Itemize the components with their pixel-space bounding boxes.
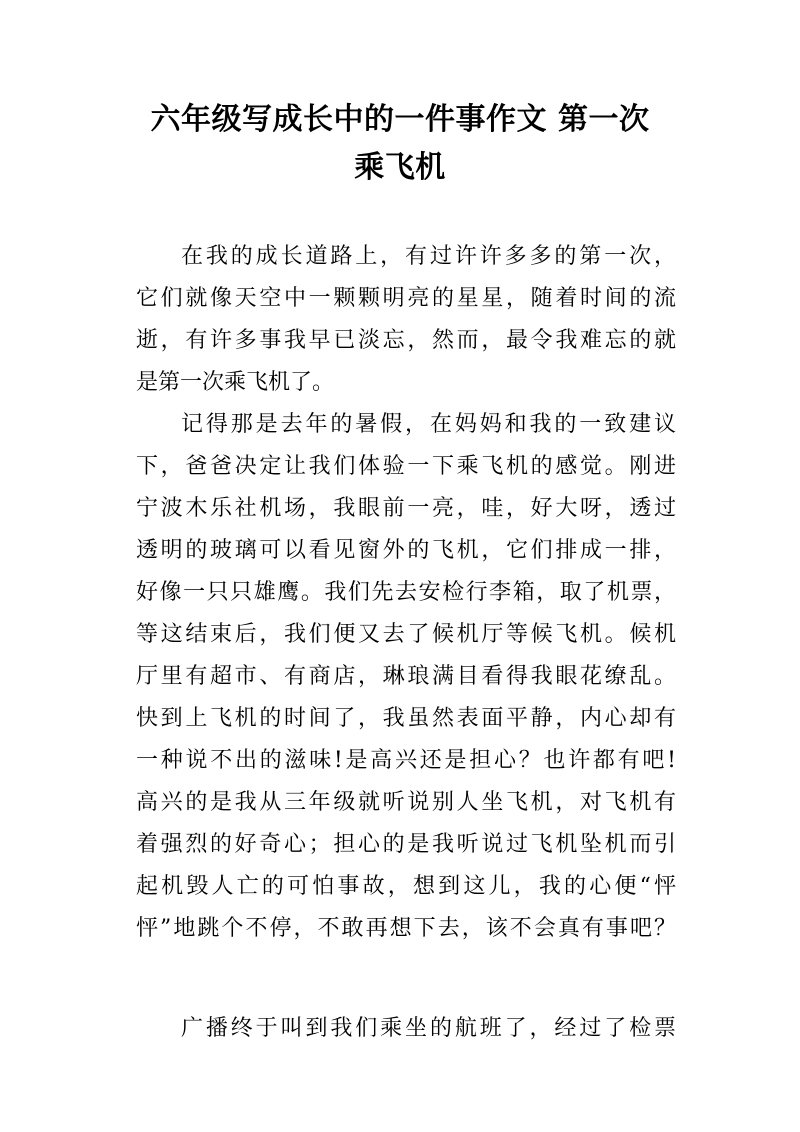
text-line: 一种说不出的滋味!是高兴还是担心？也许都有吧! (136, 748, 676, 773)
text-line: 怦”地跳个不停，不敢再想下去，该不会真有事吧？ (136, 916, 676, 941)
text-line: 快到上飞机的时间了，我虽然表面平静，内心却有 (136, 706, 676, 731)
title-line: 乘飞机 (354, 150, 446, 185)
text-line: 它们就像天空中一颗颗明亮的星星，随着时间的流 (136, 286, 676, 311)
text-line: 高兴的是我从三年级就听说别人坐飞机，对飞机有 (136, 790, 676, 815)
text-line: 好像一只只雄鹰。我们先去安检行李箱，取了机票， (136, 580, 676, 605)
paragraph-gap (136, 950, 676, 1008)
paragraph-3 (136, 1008, 676, 1050)
text-line: 宁波木乐社机场，我眼前一亮，哇，好大呀，透过 (136, 496, 676, 521)
text-line: 厅里有超市、有商店，琳琅满目看得我眼花缭乱。 (136, 664, 676, 689)
text-line: 是第一次乘飞机了。 (136, 370, 335, 395)
text-line: 广播终于叫到我们乘坐的航班了，经过了检票 (181, 1016, 676, 1041)
text-line: 起机毁人亡的可怕事故，想到这儿，我的心便“怦 (136, 874, 676, 899)
paragraph-2 (136, 404, 676, 950)
article-body (136, 236, 676, 1050)
text-line: 逝，有许多事我早已淡忘，然而，最令我难忘的就 (136, 328, 676, 353)
text-line: 记得那是去年的暑假，在妈妈和我的一致建议 (181, 412, 676, 437)
text-line: 着强烈的好奇心；担心的是我听说过飞机坠机而引 (136, 832, 676, 857)
title-line: 六年级写成长中的一件事作文 第一次 (150, 102, 650, 137)
text-line: 下，爸爸决定让我们体验一下乘飞机的感觉。刚进 (136, 454, 676, 479)
text-line: 在我的成长道路上，有过许许多多的第一次， (181, 244, 676, 269)
paragraph-1 (136, 236, 676, 404)
text-line: 等这结束后，我们便又去了候机厅等候飞机。候机 (136, 622, 676, 647)
text-line: 透明的玻璃可以看见窗外的飞机，它们排成一排， (136, 538, 676, 563)
document-title (100, 96, 700, 192)
